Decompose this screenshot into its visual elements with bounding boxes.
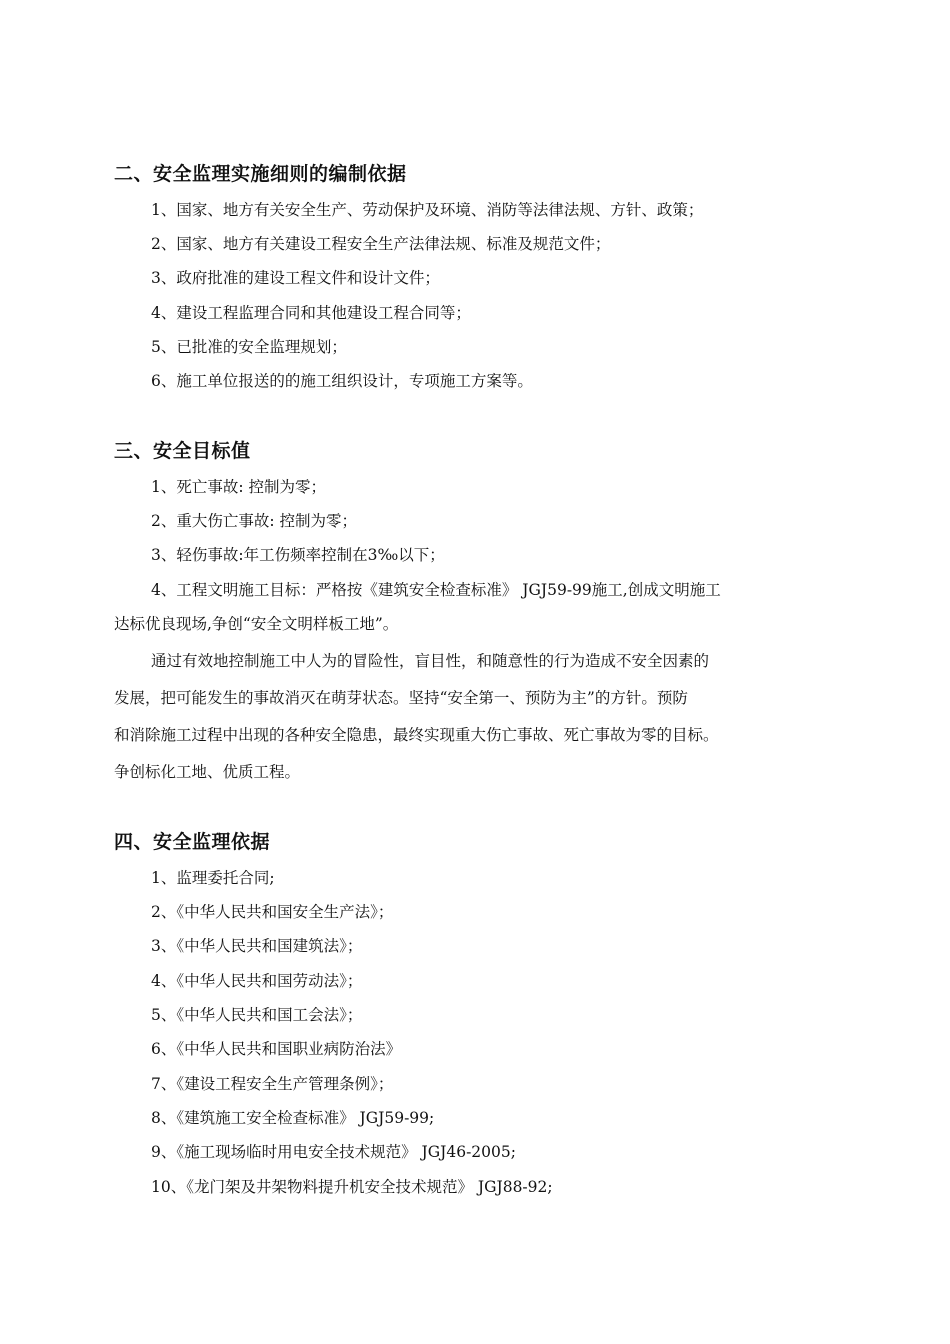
- list-item: 9、《施工现场临时用电安全技术规范》 JGJ46-2005;: [151, 1143, 516, 1161]
- list-item: 3、政府批准的建设工程文件和设计文件；: [151, 269, 440, 287]
- paragraph-line: 通过有效地控制施工中人为的冒险性，盲目性，和随意性的行为造成不安全因素的: [151, 652, 710, 670]
- list-item: 4、《中华人民共和国劳动法》；: [151, 972, 363, 990]
- list-item: 1、国家、地方有关安全生产、劳动保护及环境、消防等法律法规、方针、政策；: [151, 201, 704, 219]
- list-item: 6、施工单位报送的的施工组织设计，专项施工方案等。: [151, 372, 533, 390]
- list-item: 5、已批准的安全监理规划；: [151, 338, 347, 356]
- list-item: 2、国家、地方有关建设工程安全生产法律法规、标准及规范文件；: [151, 235, 611, 253]
- section-heading-3: 三、安全目标值: [114, 440, 251, 462]
- list-item: 5、《中华人民共和国工会法》；: [151, 1006, 363, 1024]
- list-item: 2、《中华人民共和国安全生产法》；: [151, 903, 394, 921]
- section-heading-2: 二、安全监理实施细则的编制依据: [114, 163, 407, 185]
- section-heading-4: 四、安全监理依据: [114, 831, 271, 853]
- list-item: 10、《龙门架及井架物料提升机安全技术规范》 JGJ88-92;: [151, 1178, 553, 1196]
- list-item: 3、《中华人民共和国建筑法》；: [151, 937, 363, 955]
- paragraph-line: 争创标化工地、优质工程。: [114, 763, 301, 781]
- list-item: 4、建设工程监理合同和其他建设工程合同等；: [151, 304, 471, 322]
- paragraph-line: 发展，把可能发生的事故消灭在萌芽状态。坚持“安全第一、预防为主”的方针。预防: [114, 689, 688, 707]
- paragraph-line: 和消除施工过程中出现的各种安全隐患，最终实现重大伤亡事故、死亡事故为零的目标。: [114, 726, 719, 744]
- list-item: 1、监理委托合同;: [151, 869, 275, 887]
- list-item: 8、《建筑施工安全检查标准》 JGJ59-99;: [151, 1109, 435, 1127]
- list-item: 1、死亡事故: 控制为零；: [151, 478, 327, 496]
- list-item: 2、重大伤亡事故: 控制为零；: [151, 512, 358, 530]
- list-item: 3、轻伤事故:年工伤频率控制在3‰以下；: [151, 546, 445, 564]
- list-item-continuation: 达标优良现场,争创“安全文明样板工地”。: [114, 615, 399, 633]
- list-item: 7、《建设工程安全生产管理条例》；: [151, 1075, 394, 1093]
- list-item: 6、《中华人民共和国职业病防治法》: [151, 1040, 402, 1058]
- list-item: 4、工程文明施工目标：严格按《建筑安全检查标准》 JGJ59-99施工,创成文明施工: [151, 581, 721, 599]
